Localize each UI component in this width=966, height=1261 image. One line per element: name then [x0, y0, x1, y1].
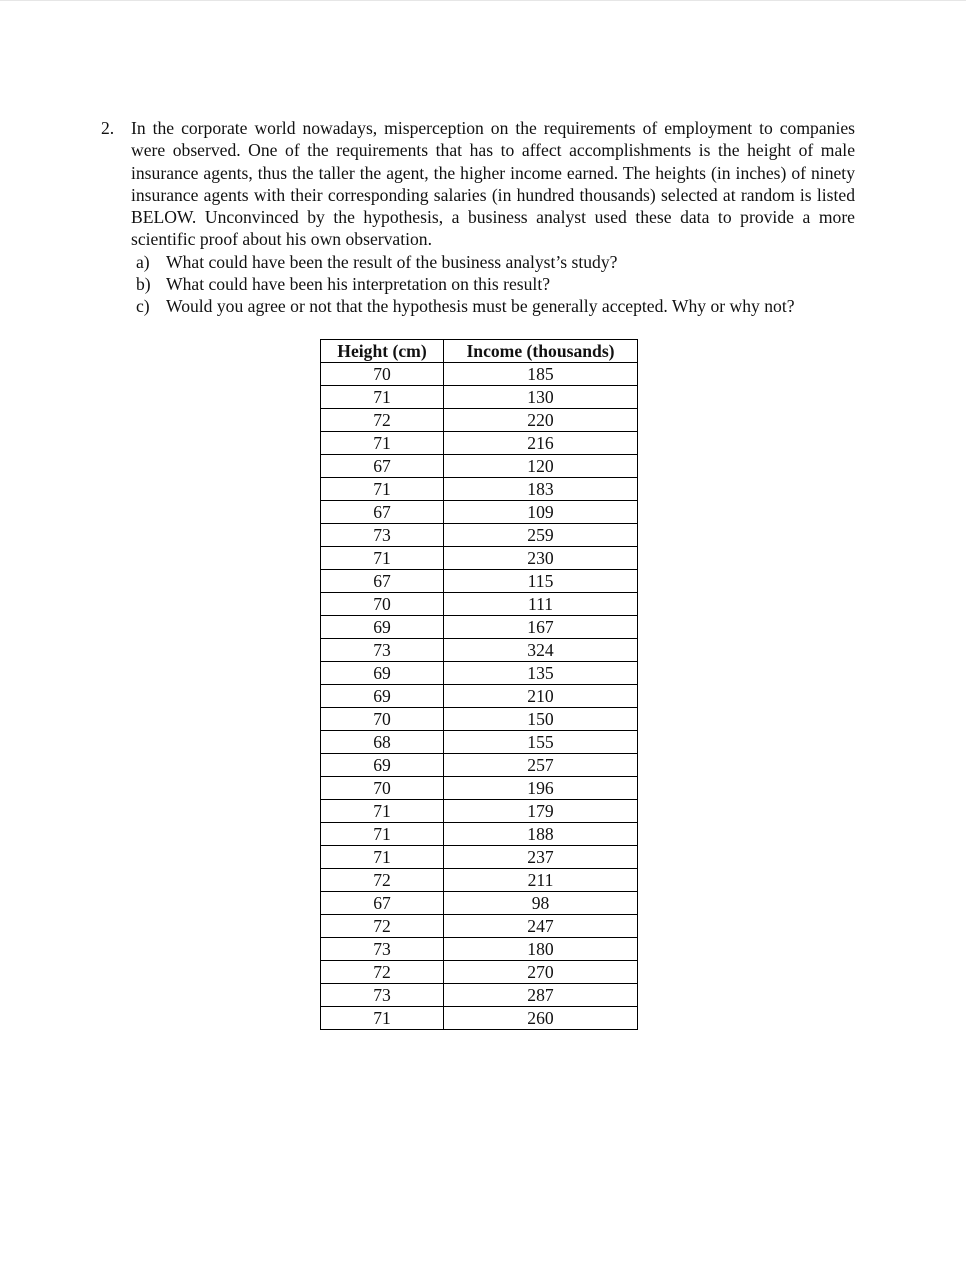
question-block [101, 117, 855, 318]
cell-height: 69 [321, 685, 444, 708]
cell-income: 270 [444, 961, 638, 984]
page-top-border [0, 0, 966, 1]
cell-height: 73 [321, 639, 444, 662]
subquestion-text: Would you agree or not that the hypothesis must be generally accepted. Why or why not? [166, 296, 795, 317]
table-row [321, 662, 638, 685]
cell-height: 71 [321, 800, 444, 823]
cell-height: 71 [321, 478, 444, 501]
cell-income: 188 [444, 823, 638, 846]
table-row [321, 363, 638, 386]
table-row [321, 846, 638, 869]
cell-income: 135 [444, 662, 638, 685]
table-header-row [321, 340, 638, 363]
cell-income: 287 [444, 984, 638, 1007]
cell-income: 130 [444, 386, 638, 409]
cell-income: 237 [444, 846, 638, 869]
cell-income: 111 [444, 593, 638, 616]
subquestion-text: What could have been his interpretation on this result? [166, 274, 551, 295]
cell-income: 183 [444, 478, 638, 501]
table-row [321, 754, 638, 777]
cell-height: 71 [321, 547, 444, 570]
cell-income: 109 [444, 501, 638, 524]
table-row [321, 639, 638, 662]
question-text: In the corporate world nowadays, misperception on the requirements of employment to companies were observed. One of the requirements that has to affect accomplishments is the height of male insurance agents, thus the taller the agent, the higher income earned. The heights (in inches) of ninety insurance agents with their corresponding salaries (in hundred thousands) selected at random is listed BELOW. Unconvinced by the hypothesis, a business analyst used these data to provide a more scientific proof about his own observation. [131, 118, 855, 250]
cell-height: 70 [321, 593, 444, 616]
table-row [321, 892, 638, 915]
cell-income: 230 [444, 547, 638, 570]
subquestion-text: What could have been the result of the business analyst’s study? [166, 251, 618, 272]
cell-income: 98 [444, 892, 638, 915]
cell-income: 259 [444, 524, 638, 547]
cell-height: 67 [321, 501, 444, 524]
table-row [321, 409, 638, 432]
table-row [321, 455, 638, 478]
table-row [321, 478, 638, 501]
table-row [321, 547, 638, 570]
cell-income: 180 [444, 938, 638, 961]
subquestion-label: a) [136, 251, 150, 272]
cell-income: 324 [444, 639, 638, 662]
table-row [321, 524, 638, 547]
question-number: 2. [101, 118, 115, 138]
table-body [321, 363, 638, 1030]
header-height: Height (cm) [321, 340, 444, 363]
cell-income: 155 [444, 731, 638, 754]
cell-height: 71 [321, 386, 444, 409]
cell-height: 73 [321, 984, 444, 1007]
cell-height: 72 [321, 961, 444, 984]
table-row [321, 731, 638, 754]
subquestion-label: c) [136, 296, 150, 317]
cell-height: 67 [321, 570, 444, 593]
cell-income: 167 [444, 616, 638, 639]
cell-income: 216 [444, 432, 638, 455]
cell-income: 220 [444, 409, 638, 432]
subquestion-list [136, 251, 855, 318]
cell-height: 67 [321, 892, 444, 915]
cell-height: 72 [321, 409, 444, 432]
table-row [321, 593, 638, 616]
question-row [101, 117, 855, 251]
table-row [321, 869, 638, 892]
table-row [321, 708, 638, 731]
table-row [321, 1007, 638, 1030]
table-row [321, 777, 638, 800]
cell-height: 68 [321, 731, 444, 754]
table-row [321, 685, 638, 708]
cell-height: 70 [321, 363, 444, 386]
cell-income: 247 [444, 915, 638, 938]
cell-height: 69 [321, 616, 444, 639]
cell-income: 211 [444, 869, 638, 892]
table-row [321, 386, 638, 409]
cell-height: 71 [321, 846, 444, 869]
cell-income: 185 [444, 363, 638, 386]
cell-height: 69 [321, 662, 444, 685]
cell-height: 69 [321, 754, 444, 777]
table-row [321, 501, 638, 524]
cell-height: 73 [321, 938, 444, 961]
subquestion-label: b) [136, 274, 151, 295]
cell-income: 150 [444, 708, 638, 731]
cell-height: 71 [321, 1007, 444, 1030]
cell-height: 71 [321, 432, 444, 455]
height-income-table [320, 339, 638, 1030]
cell-income: 120 [444, 455, 638, 478]
cell-height: 70 [321, 777, 444, 800]
cell-income: 210 [444, 685, 638, 708]
table-row [321, 800, 638, 823]
cell-income: 179 [444, 800, 638, 823]
table-row [321, 984, 638, 1007]
cell-height: 67 [321, 455, 444, 478]
table-row [321, 570, 638, 593]
cell-height: 73 [321, 524, 444, 547]
subquestion-b [136, 273, 855, 295]
cell-income: 260 [444, 1007, 638, 1030]
cell-income: 257 [444, 754, 638, 777]
table-row [321, 432, 638, 455]
cell-height: 70 [321, 708, 444, 731]
table-row [321, 915, 638, 938]
subquestion-c [136, 295, 855, 317]
cell-height: 71 [321, 823, 444, 846]
cell-income: 115 [444, 570, 638, 593]
table-row [321, 961, 638, 984]
table-row [321, 823, 638, 846]
cell-income: 196 [444, 777, 638, 800]
cell-height: 72 [321, 869, 444, 892]
cell-height: 72 [321, 915, 444, 938]
header-income: Income (thousands) [444, 340, 638, 363]
subquestion-a [136, 251, 855, 273]
table-row [321, 616, 638, 639]
table-row [321, 938, 638, 961]
